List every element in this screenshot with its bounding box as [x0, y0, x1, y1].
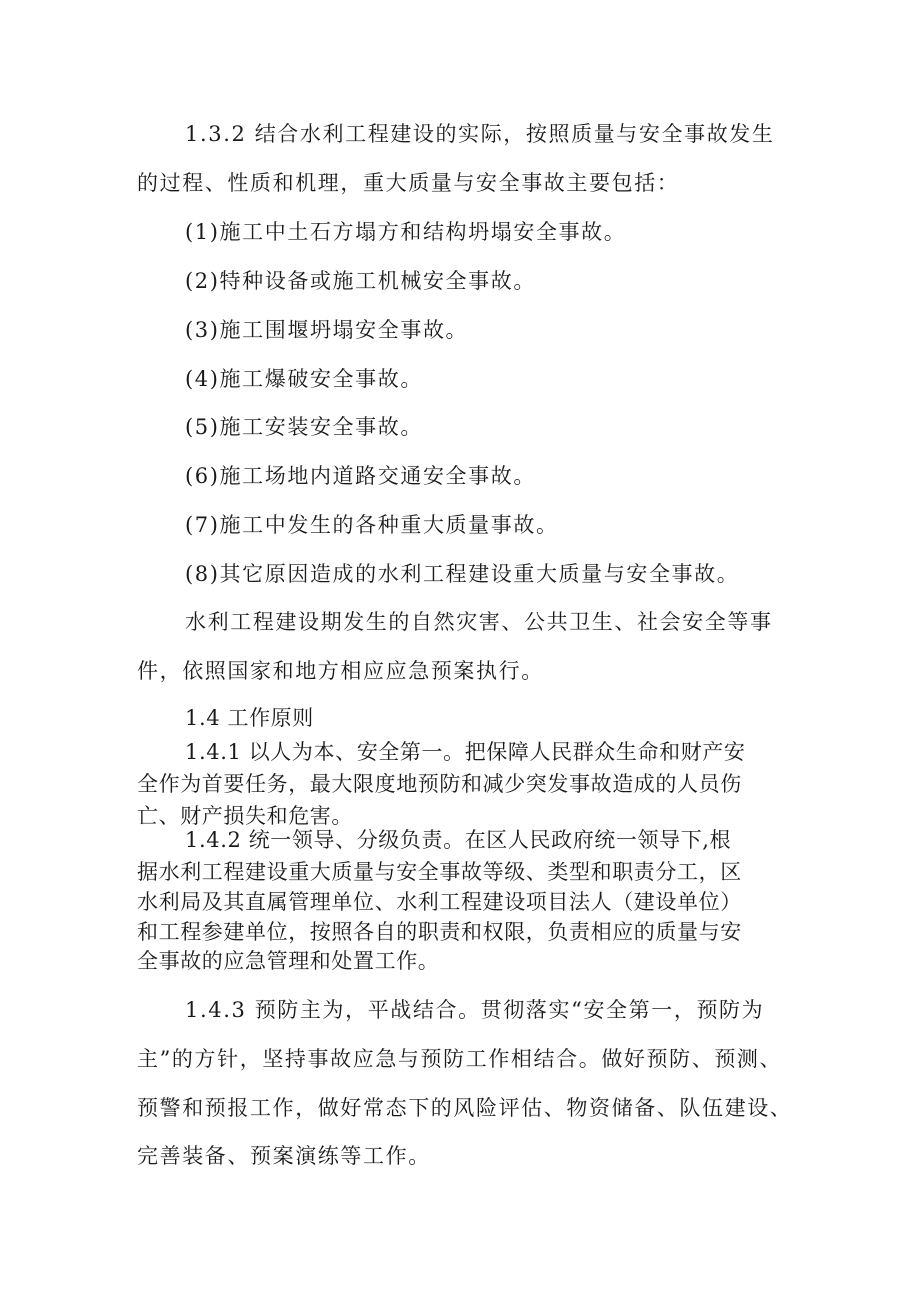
- paragraph-natural-line-2: 件，依照国家和地方相应应急预案执行。: [137, 659, 544, 683]
- list-item-2: (2)特种设备或施工机械安全事故。: [185, 269, 536, 293]
- paragraph-1-4-2-line-3: 水利局及其直属管理单位、水利工程建设项目法人（建设单位）: [137, 890, 742, 914]
- paragraph-1-3-2-line-2: 的过程、性质和机理，重大质量与安全事故主要包括：: [137, 171, 680, 195]
- paragraph-1-3-2-line-1: 1.3.2 结合水利工程建设的实际，按照质量与安全事故发生: [185, 122, 775, 146]
- paragraph-1-4-3-line-2: 主”的方针，坚持事故应急与预防工作相结合。做好预防、预测、: [137, 1047, 783, 1071]
- list-item-3: (3)施工围堰坍塌安全事故。: [185, 318, 469, 342]
- paragraph-1-4-1-line-1: 1.4.1 以人为本、安全第一。把保障人民群众生命和财产安: [185, 740, 746, 764]
- list-item-1: (1)施工中土石方塌方和结构坍塌安全事故。: [185, 220, 627, 244]
- section-heading-1-4: 1.4 工作原则: [185, 706, 314, 730]
- paragraph-1-4-1-line-2: 全作为首要任务，最大限度地预防和减少突发事故造成的人员伤: [137, 772, 742, 796]
- paragraph-1-4-2-line-1: 1.4.2 统一领导、分级负责。在区人民政府统一领导下,根: [185, 828, 732, 852]
- list-item-7: (7)施工中发生的各种重大质量事故。: [185, 513, 559, 537]
- paragraph-1-4-3-line-4: 完善装备、预案演练等工作。: [137, 1144, 431, 1168]
- list-item-8: (8)其它原因造成的水利工程建设重大质量与安全事故。: [185, 562, 740, 586]
- paragraph-1-4-2-line-4: 和工程参建单位，按照各自的职责和权限，负责相应的质量与安: [137, 920, 742, 944]
- list-item-6: (6)施工场地内道路交通安全事故。: [185, 464, 536, 488]
- paragraph-1-4-2-line-2: 据水利工程建设重大质量与安全事故等级、类型和职责分工，区: [137, 860, 742, 884]
- list-item-4: (4)施工爆破安全事故。: [185, 367, 423, 391]
- list-item-5: (5)施工安装安全事故。: [185, 415, 423, 439]
- paragraph-1-4-1-line-3: 亡、财产损失和危害。: [137, 804, 353, 828]
- paragraph-1-4-3-line-1: 1.4.3 预防主为，平战结合。贯彻落实“安全第一，预防为: [185, 998, 765, 1022]
- paragraph-natural-line-1: 水利工程建设期发生的自然灾害、公共卫生、社会安全等事: [185, 610, 773, 634]
- paragraph-1-4-2-line-5: 全事故的应急管理和处置工作。: [137, 949, 440, 973]
- paragraph-1-4-3-line-3: 预警和预报工作，做好常态下的风险评估、物资储备、队伍建设、: [137, 1096, 793, 1120]
